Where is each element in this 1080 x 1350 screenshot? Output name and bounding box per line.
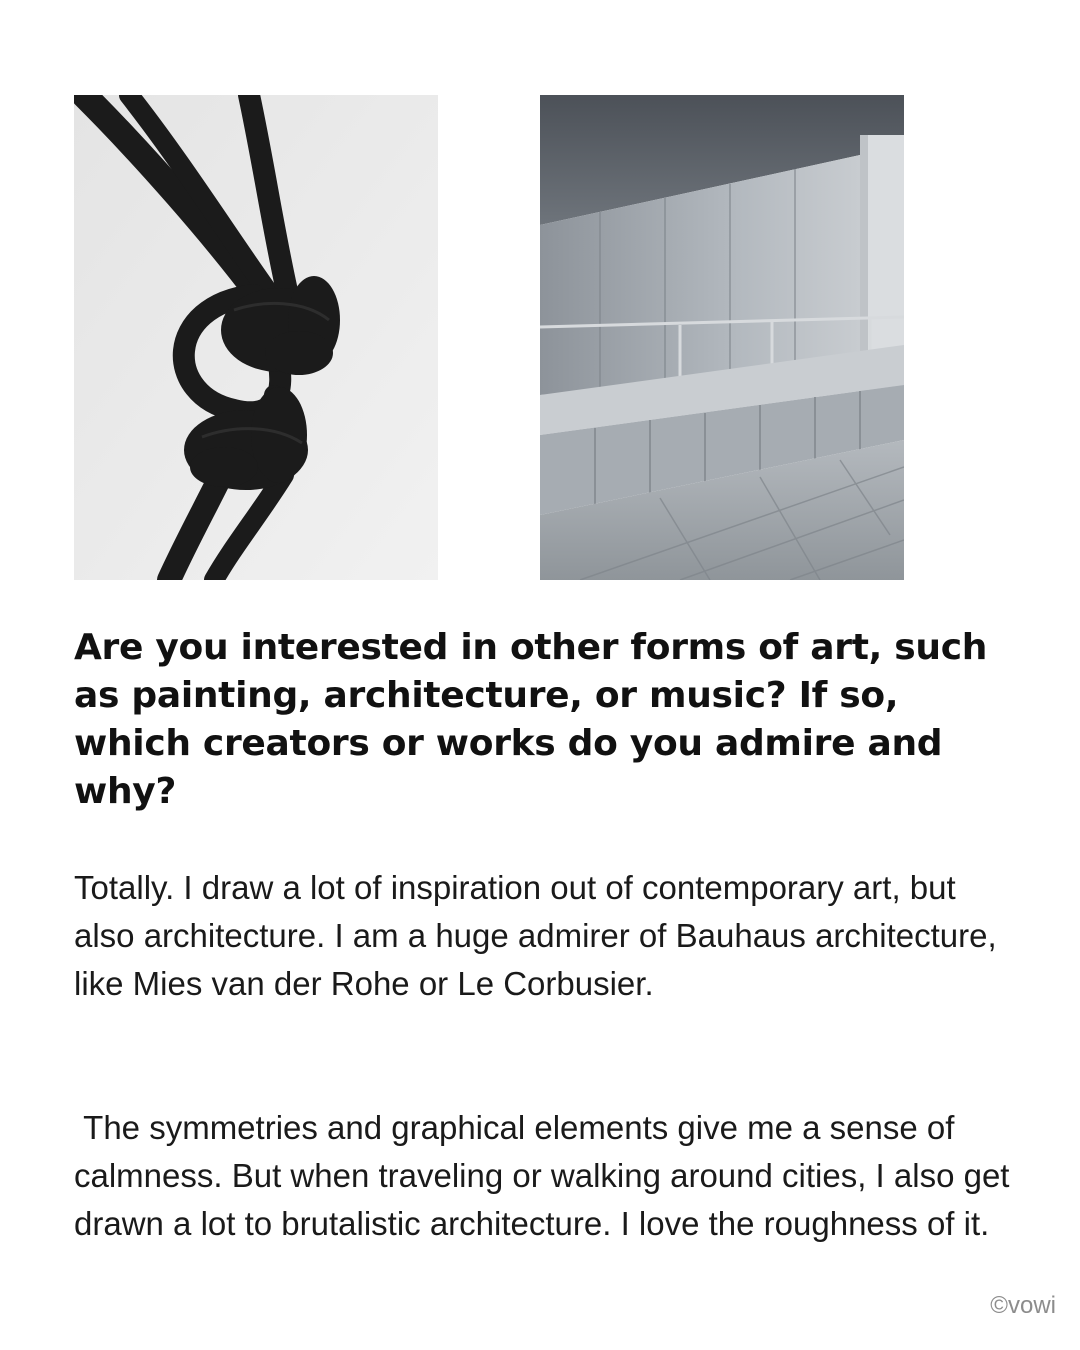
interview-question: Are you interested in other forms of art, such as painting, architecture, or music? If so, which creators or works do you admire and why? [74,627,988,812]
answer-paragraph: The symmetries and graphical elements give me a sense of calmness. But when traveling or walking around cities, I also get drawn a lot to brutalistic architecture. I love the roughness of it. [74,1109,1019,1242]
answer-paragraph: Totally. I draw a lot of inspiration out of contemporary art, but also architecture. I am a huge admirer of Bauhaus architecture, like Mies van der Rohe or Le Corbusier. [74,869,1006,1002]
copyright-credit: ©vowi [990,1292,1056,1319]
rope-knot-photo [74,95,438,580]
architecture-illustration [540,95,904,580]
rope-knot-illustration [74,95,438,580]
architecture-photo [540,95,904,580]
